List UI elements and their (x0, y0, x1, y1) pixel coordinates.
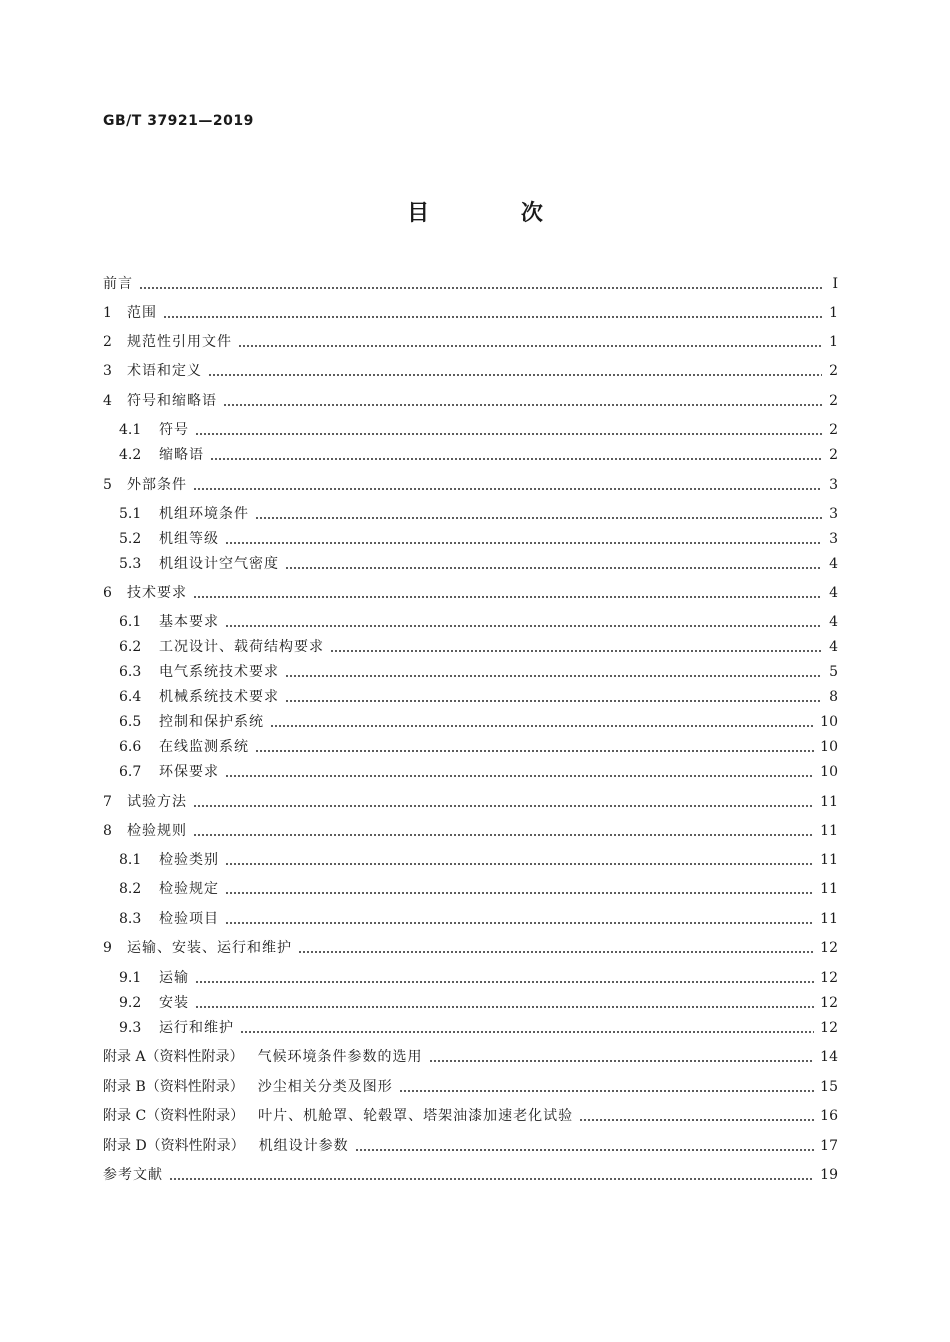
toc-entry-label: 技术要求 (127, 585, 187, 601)
toc-entry[interactable] (103, 360, 838, 382)
toc-entry-label: 在线监测系统 (159, 739, 249, 755)
toc-entry-page: 15 (820, 1079, 838, 1095)
dot-leader (285, 675, 822, 677)
toc-entry-page: 4 (829, 556, 838, 572)
toc-entry-label: 外部条件 (127, 477, 187, 493)
dot-leader (193, 834, 814, 836)
dot-leader (225, 892, 814, 894)
toc-entry[interactable] (119, 967, 838, 989)
toc-entry-label: 基本要求 (159, 614, 219, 630)
toc-entry-page: 11 (820, 911, 838, 927)
toc-entry-number: 9.1 (119, 970, 142, 986)
toc-entry[interactable] (103, 390, 838, 412)
toc-entry-number: 6.4 (119, 689, 142, 705)
dot-leader (255, 517, 822, 519)
toc-entry-number: 6.3 (119, 664, 142, 680)
toc-entry-number: 5.3 (119, 556, 142, 572)
toc-entry-label: 机组设计参数 (258, 1138, 349, 1154)
toc-entry-label: 符号和缩略语 (127, 393, 217, 409)
toc-entry-number: 2 (103, 334, 112, 350)
toc-entry-label: 检验规则 (127, 823, 187, 839)
toc-entry[interactable] (119, 761, 838, 783)
toc-entry[interactable] (103, 1164, 838, 1186)
dot-leader (429, 1060, 815, 1062)
toc-entry-number: 6.7 (119, 764, 142, 780)
dot-leader (270, 725, 814, 727)
dot-leader (193, 805, 814, 807)
toc-entry-page: 2 (829, 393, 838, 409)
toc-entry-page: 3 (829, 531, 838, 547)
toc-entry[interactable] (103, 1105, 838, 1127)
toc-entry-page: 4 (829, 585, 838, 601)
dot-leader (193, 596, 822, 598)
toc-entry-number: 6.1 (119, 614, 142, 630)
toc-entry[interactable] (103, 302, 838, 324)
toc-entry[interactable] (103, 820, 838, 842)
toc-entry-label: 电气系统技术要求 (159, 664, 279, 680)
dot-leader (285, 567, 822, 569)
toc-entry-label: 机组设计空气密度 (159, 556, 279, 572)
toc-entry-number: 附录 D（资料性附录） (103, 1138, 245, 1154)
toc-entry-page: 1 (829, 305, 838, 321)
toc-entry-page: 19 (820, 1167, 838, 1183)
toc-entry-number: 4.1 (119, 422, 142, 438)
toc-entry[interactable] (119, 736, 838, 758)
dot-leader (225, 625, 822, 627)
dot-leader (210, 458, 822, 460)
dot-leader (139, 287, 822, 289)
toc-entry-page: 3 (829, 477, 838, 493)
toc-entry-number: 3 (103, 363, 112, 379)
toc-entry-label: 检验项目 (159, 911, 219, 927)
toc-entry[interactable] (103, 331, 838, 353)
toc-entry[interactable] (119, 711, 838, 733)
dot-leader (225, 542, 822, 544)
toc-entry-page: 14 (820, 1049, 838, 1065)
toc-entry[interactable] (119, 503, 838, 525)
toc-entry-label: 符号 (159, 422, 189, 438)
toc-entry-label: 检验规定 (159, 881, 219, 897)
toc-entry-number: 6.5 (119, 714, 142, 730)
toc-entry-number: 8.2 (119, 881, 142, 897)
toc-entry[interactable] (103, 474, 838, 496)
toc-entry-label: 运输、安装、运行和维护 (127, 940, 292, 956)
toc-entry[interactable] (119, 553, 838, 575)
toc-entry-page: 10 (820, 714, 838, 730)
toc-entry[interactable] (103, 937, 838, 959)
toc-entry-number: 4 (103, 393, 112, 409)
dot-leader (169, 1178, 814, 1180)
toc-entry-label: 机械系统技术要求 (159, 689, 279, 705)
toc-entry-label: 控制和保护系统 (159, 714, 264, 730)
toc-entry-label: 范围 (127, 305, 157, 321)
dot-leader (195, 981, 814, 983)
dot-leader (238, 345, 822, 347)
toc-entry-label: 规范性引用文件 (127, 334, 232, 350)
toc-entry-page: 11 (820, 794, 838, 810)
toc-entry-label: 安装 (159, 995, 189, 1011)
toc-entry-label: 叶片、机舱罩、轮毂罩、塔架油漆加速老化试验 (258, 1108, 574, 1124)
toc-entry-label: 试验方法 (127, 794, 187, 810)
toc-entry-number: 附录 A（资料性附录） (103, 1049, 244, 1065)
toc-entry-number: 8 (103, 823, 112, 839)
toc-entry-label: 前言 (103, 276, 133, 292)
toc-entry-page: 3 (829, 506, 838, 522)
dot-leader (240, 1031, 814, 1033)
toc-entry-number: 附录 C（资料性附录） (103, 1108, 245, 1124)
dot-leader (285, 700, 822, 702)
toc-entry-page: 4 (829, 614, 838, 630)
toc-entry-number: 9.2 (119, 995, 142, 1011)
toc-entry-page: 8 (829, 689, 838, 705)
toc-entry[interactable] (119, 661, 838, 683)
toc-entry-page: 5 (829, 664, 838, 680)
toc-entry-page: 10 (820, 764, 838, 780)
toc-entry-label: 运行和维护 (159, 1020, 234, 1036)
toc-entry-page: 11 (820, 881, 838, 897)
dot-leader (330, 650, 822, 652)
dot-leader (208, 374, 822, 376)
toc-entry-page: 16 (820, 1108, 838, 1124)
dot-leader (193, 488, 822, 490)
toc-entry-number: 7 (103, 794, 112, 810)
toc-entry-page: 1 (829, 334, 838, 350)
toc-entry-number: 9.3 (119, 1020, 142, 1036)
toc-entry[interactable] (103, 582, 838, 604)
toc-entry-page: 12 (820, 940, 838, 956)
toc-entry[interactable] (119, 636, 838, 658)
dot-leader (579, 1119, 814, 1121)
toc-entry[interactable] (119, 992, 838, 1014)
toc-entry[interactable] (103, 791, 838, 813)
toc-entry-label: 缩略语 (159, 447, 204, 463)
toc-entry-page: Ⅰ (832, 276, 838, 292)
toc-entry-number: 6.2 (119, 639, 142, 655)
toc-entry-label: 参考文献 (103, 1167, 163, 1183)
toc-entry-page: 11 (820, 823, 838, 839)
toc-entry-label: 术语和定义 (127, 363, 202, 379)
toc-entry-number: 附录 B（资料性附录） (103, 1079, 244, 1095)
toc-entry[interactable] (119, 849, 838, 871)
toc-entry[interactable] (119, 419, 838, 441)
toc-entry[interactable] (119, 611, 838, 633)
toc-entry[interactable] (119, 444, 838, 466)
toc-entry-number: 5 (103, 477, 112, 493)
dot-leader (195, 1006, 814, 1008)
dot-leader (225, 922, 814, 924)
toc-entry-number: 6 (103, 585, 112, 601)
toc-entry[interactable] (119, 1017, 838, 1039)
dot-leader (355, 1149, 814, 1151)
toc-entry-label: 机组等级 (159, 531, 219, 547)
toc-entry[interactable] (119, 686, 838, 708)
toc-entry-page: 12 (820, 970, 838, 986)
toc-entry[interactable] (103, 273, 838, 295)
page-title: 目 次 (407, 201, 585, 226)
toc-entry-page: 2 (829, 363, 838, 379)
toc-entry-page: 12 (820, 1020, 838, 1036)
toc-entry-label: 环保要求 (159, 764, 219, 780)
dot-leader (255, 750, 814, 752)
toc-entry[interactable] (119, 908, 838, 930)
standard-code: GB/T 37921—2019 (103, 113, 254, 129)
toc-entry-label: 检验类别 (159, 852, 219, 868)
dot-leader (399, 1090, 814, 1092)
toc-entry-page: 2 (829, 447, 838, 463)
toc-entry[interactable] (119, 878, 838, 900)
dot-leader (298, 951, 814, 953)
toc-entry-page: 2 (829, 422, 838, 438)
toc-entry-label: 机组环境条件 (159, 506, 249, 522)
toc-entry-label: 沙尘相关分类及图形 (257, 1079, 393, 1095)
toc-entry-number: 9 (103, 940, 112, 956)
toc-entry-page: 4 (829, 639, 838, 655)
toc-entry-number: 5.1 (119, 506, 142, 522)
toc-entry-number: 8.3 (119, 911, 142, 927)
toc-entry-page: 11 (820, 852, 838, 868)
toc-entry-label: 气候环境条件参数的选用 (257, 1049, 423, 1065)
toc-entry-number: 1 (103, 305, 112, 321)
toc-entry-page: 17 (820, 1138, 838, 1154)
toc-entry-label: 工况设计、载荷结构要求 (159, 639, 324, 655)
toc-entry-number: 6.6 (119, 739, 142, 755)
dot-leader (225, 863, 814, 865)
toc-entry[interactable] (103, 1046, 838, 1068)
toc-entry-label: 运输 (159, 970, 189, 986)
dot-leader (195, 433, 822, 435)
dot-leader (163, 316, 822, 318)
dot-leader (223, 404, 822, 406)
toc-entry-number: 5.2 (119, 531, 142, 547)
toc-entry[interactable] (119, 528, 838, 550)
toc-entry-number: 8.1 (119, 852, 142, 868)
toc-entry-page: 12 (820, 995, 838, 1011)
toc-entry[interactable] (103, 1076, 838, 1098)
dot-leader (225, 775, 814, 777)
toc-entry[interactable] (103, 1135, 838, 1157)
toc-entry-page: 10 (820, 739, 838, 755)
toc-entry-number: 4.2 (119, 447, 142, 463)
